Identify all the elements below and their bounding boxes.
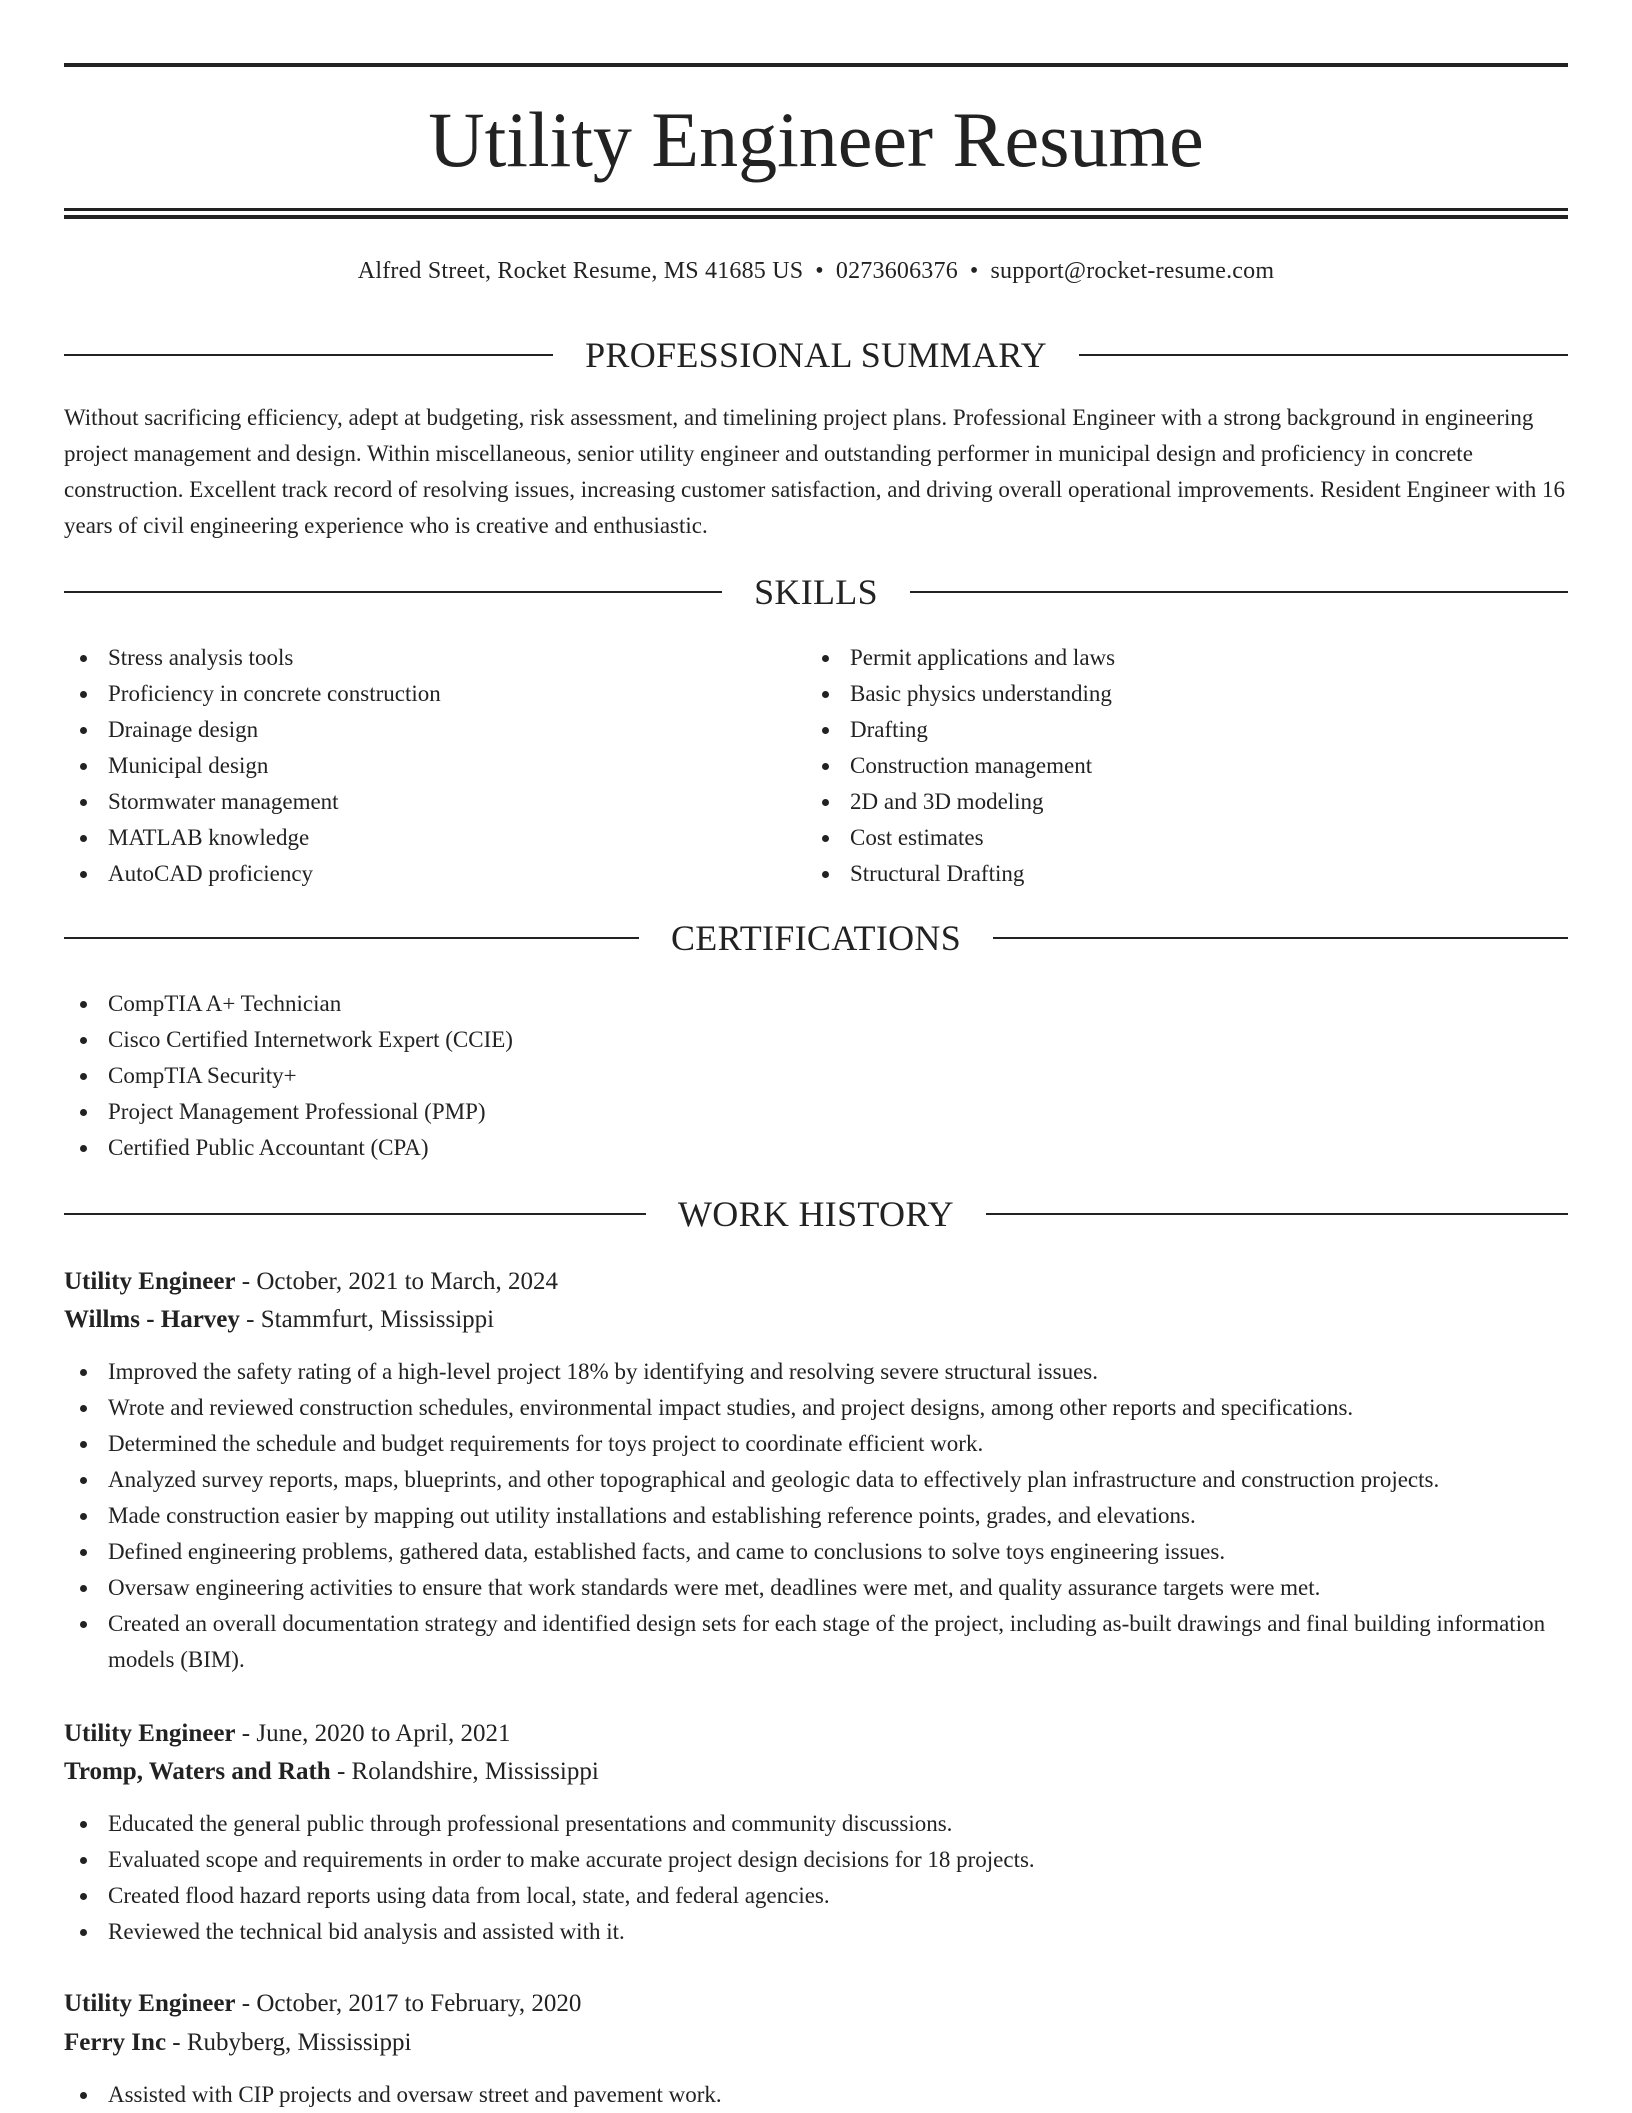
job-bullet: Analyzed survey reports, maps, blueprints, and other topographical and geologic data to effectively plan infrastructure and construction projects.	[64, 1462, 1568, 1498]
section-heading-skills	[64, 570, 1568, 614]
job-bullet: Reviewed the technical bid analysis and assisted with it.	[64, 1914, 1568, 1950]
job-bullet: Determined the schedule and budget requirements for toys project to coordinate efficient work.	[64, 1426, 1568, 1462]
job-bullet: Made construction easier by mapping out utility installations and establishing reference points, grades, and elevations.	[64, 1498, 1568, 1534]
skill-item: Proficiency in concrete construction	[64, 676, 764, 712]
contact-phone: 0273606376	[835, 258, 958, 284]
certification-item: Certified Public Accountant (CPA)	[64, 1130, 1064, 1166]
job-title: Utility Engineer	[64, 1990, 236, 2017]
job-bullet: Created flood hazard reports using data from local, state, and federal agencies.	[64, 1878, 1568, 1914]
title-double-rule	[64, 208, 1568, 219]
skill-item: Stormwater management	[64, 784, 764, 820]
page-title: Utility Engineer Resume	[428, 96, 1204, 183]
skill-item: MATLAB knowledge	[64, 820, 764, 856]
job-location: Rolandshire, Mississippi	[351, 1758, 599, 1785]
job-company-line: Tromp, Waters and Rath - Rolandshire, Mississippi	[64, 1758, 599, 1785]
job-location: Rubyberg, Mississippi	[186, 2029, 412, 2056]
section-title: SKILLS	[754, 572, 878, 612]
job-bullet: Created an overall documentation strategy and identified design sets for each stage of the project, including as-built drawings and final building information models (BIM).	[64, 1606, 1568, 1678]
skill-item: Permit applications and laws	[806, 640, 1566, 676]
skill-item: AutoCAD proficiency	[64, 856, 764, 892]
section-title: WORK HISTORY	[678, 1194, 954, 1234]
certification-item: CompTIA A+ Technician	[64, 986, 1064, 1022]
job-location: Stammfurt, Mississippi	[260, 1306, 495, 1333]
job-dates: June, 2020 to April, 2021	[256, 1720, 511, 1747]
job-company: Willms - Harvey	[64, 1306, 240, 1333]
certification-item: Cisco Certified Internetwork Expert (CCIE)	[64, 1022, 1064, 1058]
skills-list-left	[64, 640, 764, 892]
contact-separator: •	[969, 258, 979, 284]
skill-item: Construction management	[806, 748, 1566, 784]
skill-item: Drafting	[806, 712, 1566, 748]
skill-item: Cost estimates	[806, 820, 1566, 856]
job-bullet: Assisted with CIP projects and oversaw street and pavement work.	[64, 2077, 1568, 2113]
job-bullet: Wrote and reviewed construction schedules, environmental impact studies, and project designs, among other reports and specifications.	[64, 1390, 1568, 1426]
top-rule	[64, 63, 1568, 67]
job-company: Ferry Inc	[64, 2029, 167, 2056]
section-heading-work-history	[64, 1192, 1568, 1236]
certification-item: CompTIA Security+	[64, 1058, 1064, 1094]
skill-item: Structural Drafting	[806, 856, 1566, 892]
skills-list-right	[806, 640, 1566, 892]
contact-separator: •	[815, 258, 824, 284]
section-title: PROFESSIONAL SUMMARY	[585, 335, 1047, 375]
job-bullet: Oversaw engineering activities to ensure that work standards were met, deadlines were met, and quality assurance targets were met.	[64, 1570, 1568, 1606]
job-company-line: Willms - Harvey - Stammfurt, Mississippi	[64, 1306, 495, 1333]
heading-rule	[986, 1213, 1568, 1215]
heading-rule	[64, 1213, 646, 1215]
job-title: Utility Engineer	[64, 1720, 236, 1747]
heading-rule	[993, 937, 1568, 939]
heading-rule	[64, 937, 639, 939]
job-bullet-list	[64, 1806, 1568, 1950]
job-title: Utility Engineer	[64, 1268, 236, 1295]
job-title-line: Utility Engineer - October, 2021 to March, 2024	[64, 1268, 559, 1295]
job-title-line: Utility Engineer - October, 2017 to February, 2020	[64, 1990, 582, 2017]
skill-item: Municipal design	[64, 748, 764, 784]
job-bullet: Educated the general public through professional presentations and community discussions.	[64, 1806, 1568, 1842]
heading-rule	[64, 354, 553, 356]
contact-address: Alfred Street, Rocket Resume, MS 41685 US	[357, 258, 804, 284]
job-bullet: Improved the safety rating of a high-level project 18% by identifying and resolving severe structural issues.	[64, 1354, 1568, 1390]
job-bullet: Evaluated scope and requirements in order to make accurate project design decisions for 18 projects.	[64, 1842, 1568, 1878]
contact-email[interactable]: support@rocket-resume.com	[990, 258, 1275, 284]
job-bullet-list	[64, 2077, 1568, 2113]
certifications-list	[64, 986, 1064, 1166]
certification-item: Project Management Professional (PMP)	[64, 1094, 1064, 1130]
heading-rule	[910, 591, 1568, 593]
skill-item: 2D and 3D modeling	[806, 784, 1566, 820]
section-heading-summary	[64, 333, 1568, 377]
job-company-line: Ferry Inc - Rubyberg, Mississippi	[64, 2029, 412, 2056]
job-title-line: Utility Engineer - June, 2020 to April, 2021	[64, 1720, 511, 1747]
job-dates: October, 2021 to March, 2024	[256, 1268, 559, 1295]
job-company: Tromp, Waters and Rath	[64, 1758, 331, 1785]
summary-paragraph: Without sacrificing efficiency, adept at budgeting, risk assessment, and timelining project plans. Professional Engineer with a strong background in engineering project management and design. Within miscellaneous, senior utility engineer and outstanding performer in municipal design and proficiency in concrete construction. Excellent track record of resolving issues, increasing customer satisfaction, and driving overall operational improvements. Resident Engineer with 16 years of civil engineering experience who is creative and enthusiastic.	[64, 405, 1565, 538]
job-dates: October, 2017 to February, 2020	[256, 1990, 582, 2017]
heading-rule	[1079, 354, 1568, 356]
section-heading-certifications	[64, 916, 1568, 960]
contact-line	[64, 254, 1568, 288]
job-bullet-list	[64, 1354, 1568, 1678]
job-bullet: Defined engineering problems, gathered data, established facts, and came to conclusions to solve toys engineering issues.	[64, 1534, 1568, 1570]
skill-item: Stress analysis tools	[64, 640, 764, 676]
skill-item: Basic physics understanding	[806, 676, 1566, 712]
heading-rule	[64, 591, 722, 593]
section-title: CERTIFICATIONS	[670, 918, 962, 958]
skill-item: Drainage design	[64, 712, 764, 748]
